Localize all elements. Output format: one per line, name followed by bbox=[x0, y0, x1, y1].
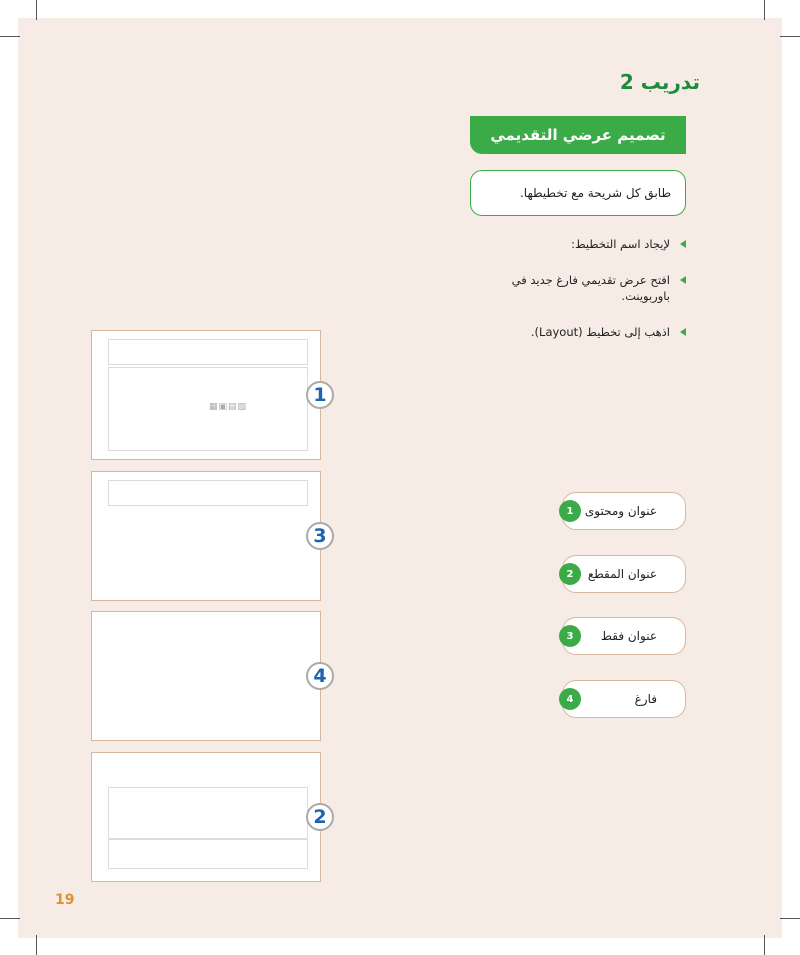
bullet-item: لإيجاد اسم التخطيط: bbox=[470, 236, 686, 252]
crop-mark bbox=[0, 918, 20, 919]
slide-number-badge: 2 bbox=[306, 803, 334, 831]
content-placeholder bbox=[108, 367, 308, 451]
slide-number-badge: 1 bbox=[306, 381, 334, 409]
slide-thumbnail-title-only bbox=[91, 471, 321, 601]
section-banner: تصميم عرضي التقديمي bbox=[470, 116, 686, 154]
layout-number-badge: 4 bbox=[559, 688, 581, 710]
bullet-item: افتح عرض تقديمي فارغ جديد في باوربوينت. bbox=[470, 272, 686, 304]
crop-mark bbox=[780, 918, 800, 919]
slide-thumbnail-blank bbox=[91, 611, 321, 741]
bullet-list bbox=[470, 236, 686, 360]
title-placeholder bbox=[108, 480, 308, 506]
section-text-placeholder bbox=[108, 839, 308, 869]
page-number: 19 bbox=[55, 892, 75, 908]
title-placeholder bbox=[108, 339, 308, 365]
crop-mark bbox=[36, 0, 37, 20]
crop-mark bbox=[0, 36, 20, 37]
instruction-box bbox=[470, 170, 686, 216]
instruction-text: طابق كل شريحة مع تخطيطها. bbox=[519, 186, 671, 200]
slide-number-badge: 4 bbox=[306, 662, 334, 690]
bullet-triangle-icon bbox=[680, 276, 686, 284]
slide-thumbnail-title-content bbox=[91, 330, 321, 460]
exercise-title: تدريب 2 bbox=[619, 70, 700, 94]
layout-option-title-content: عنوان ومحتوى 1 bbox=[562, 492, 686, 530]
layout-number-badge: 3 bbox=[559, 625, 581, 647]
slide-number-badge: 3 bbox=[306, 522, 334, 550]
layout-option-title-only: عنوان فقط 3 bbox=[562, 617, 686, 655]
layout-number-badge: 1 bbox=[559, 500, 581, 522]
bullet-triangle-icon bbox=[680, 240, 686, 248]
bullet-triangle-icon bbox=[680, 328, 686, 336]
crop-mark bbox=[780, 36, 800, 37]
layout-option-blank: فارغ 4 bbox=[562, 680, 686, 718]
content-icons: ▦▣▤▧ bbox=[209, 402, 248, 412]
bullet-item: اذهب إلى تخطيط (Layout). bbox=[470, 324, 686, 340]
layout-option-section-header: عنوان المقطع 2 bbox=[562, 555, 686, 593]
crop-mark bbox=[764, 0, 765, 20]
layout-number-badge: 2 bbox=[559, 563, 581, 585]
section-title-placeholder bbox=[108, 787, 308, 839]
crop-mark bbox=[764, 935, 765, 955]
slide-thumbnail-section-header bbox=[91, 752, 321, 882]
crop-mark bbox=[36, 935, 37, 955]
